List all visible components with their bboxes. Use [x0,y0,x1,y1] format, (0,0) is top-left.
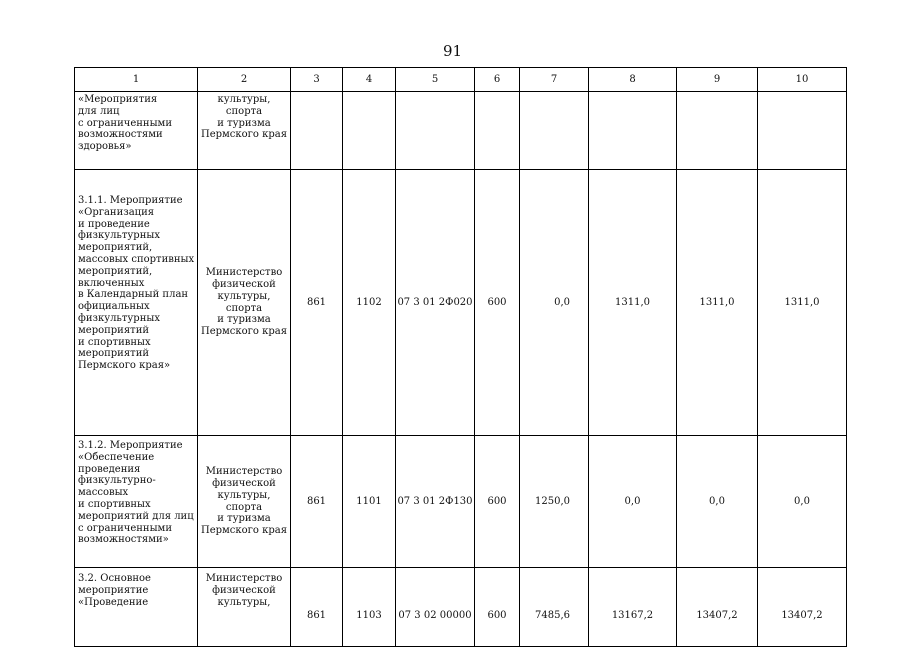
activity-name-cell [75,568,198,647]
executor-line: физической [212,278,276,290]
executor-line: культуры, [217,489,271,501]
executor-line: Министерство [205,267,283,279]
amount-cell-9 [677,92,758,170]
section-code-cell: 1101 [343,436,396,568]
name-line: 3.1.1. Мероприятие [78,195,183,206]
header-cell-4: 4 [343,68,396,92]
executor-line: спорта [225,302,263,314]
target-code-cell: 07 3 01 2Ф020 [396,170,475,436]
executor-cell [198,568,291,647]
section-code-cell: 1103 [343,568,396,647]
target-code-cell: 07 3 01 2Ф130 [396,436,475,568]
name-line: и спортивных [78,336,151,348]
table-row [75,436,847,568]
executor-line: Пермского края [200,129,288,141]
executor-line: культуры, [217,94,271,105]
header-cell-7: 7 [520,68,589,92]
executor-cell [198,170,291,436]
name-line: «Обеспечение [78,451,155,463]
expense-type-cell: 600 [475,170,520,436]
name-line: проведения [78,463,141,475]
name-line: «Мероприятия [78,94,158,105]
expense-type-cell [475,92,520,170]
name-line: 3.1.2. Мероприятие [78,440,183,451]
amount-cell-7: 7485,6 [520,568,589,647]
name-line: для лиц [78,105,120,117]
expense-type-cell: 600 [475,568,520,647]
table-row [75,170,847,436]
executor-cell [198,436,291,568]
budget-table [74,67,847,647]
name-line: здоровья» [78,141,132,153]
name-line: возможностями» [78,534,169,546]
amount-cell-8: 0,0 [589,436,677,568]
amount-cell-10 [758,92,847,170]
amount-cell-10: 13407,2 [758,568,847,647]
grbs-code-cell: 861 [291,170,343,436]
name-line: и проведение [78,218,150,230]
table-row [75,92,847,170]
amount-cell-9: 13407,2 [677,568,758,647]
name-line: возможностями [78,129,163,141]
name-line: мероприятий [78,324,150,336]
table-row [75,568,847,647]
executor-line: культуры, [217,290,271,302]
header-cell-3: 3 [291,68,343,92]
name-line: 3.2. Основное [78,573,151,584]
target-code-cell: 07 3 02 00000 [396,568,475,647]
name-line: «Проведение [78,596,149,608]
executor-line: спорта [225,105,263,117]
grbs-code-cell: 861 [291,436,343,568]
name-line: мероприятий, [78,265,153,277]
executor-line: Министерство [205,573,283,584]
executor-cell [198,92,291,170]
amount-cell-10: 1311,0 [758,170,847,436]
name-line: мероприятий для лиц [78,510,194,522]
executor-line: физической [212,584,276,596]
name-line: Пермского края» [78,360,171,372]
table-header-row [75,68,847,92]
name-line: физкультурных [78,230,160,242]
grbs-code-cell [291,92,343,170]
target-code-cell [396,92,475,170]
section-code-cell: 1102 [343,170,396,436]
executor-line: Пермского края [200,326,288,338]
header-cell-9: 9 [677,68,758,92]
expense-type-cell: 600 [475,436,520,568]
amount-cell-7: 0,0 [520,170,589,436]
name-line: в Календарный план [78,289,189,301]
name-line: мероприятий, [78,242,153,254]
name-line: физкультурных [78,312,160,324]
amount-cell-8 [589,92,677,170]
grbs-code-cell: 861 [291,568,343,647]
header-cell-6: 6 [475,68,520,92]
executor-line: и туризма [217,117,271,129]
name-line: официальных [78,301,150,313]
header-cell-8: 8 [589,68,677,92]
header-cell-5: 5 [396,68,475,92]
activity-name-cell [75,92,198,170]
name-line: «Организация [78,206,155,218]
header-cell-2: 2 [198,68,291,92]
name-line: включенных [78,277,145,289]
executor-line: и туризма [217,314,271,326]
executor-line: и туризма [217,513,271,525]
amount-cell-9: 1311,0 [677,170,758,436]
activity-name-cell [75,170,198,436]
amount-cell-8: 1311,0 [589,170,677,436]
amount-cell-8: 13167,2 [589,568,677,647]
header-cell-10: 10 [758,68,847,92]
name-line: физкультурно- [78,475,156,487]
executor-line: физической [212,477,276,489]
name-line: мероприятие [78,584,149,596]
amount-cell-7 [520,92,589,170]
amount-cell-7: 1250,0 [520,436,589,568]
name-line: с ограниченными [78,117,172,129]
amount-cell-10: 0,0 [758,436,847,568]
header-cell-1: 1 [75,68,198,92]
name-line: массовых спортивных [78,253,195,265]
name-line: мероприятий [78,348,150,360]
executor-line: спорта [225,501,263,513]
page-number: 91 [442,42,463,60]
amount-cell-9: 0,0 [677,436,758,568]
activity-name-cell [75,436,198,568]
executor-line: Министерство [205,466,283,478]
executor-line: культуры, [217,596,271,608]
name-line: и спортивных [78,498,151,510]
executor-line: Пермского края [200,525,288,537]
name-line: с ограниченными [78,522,172,534]
section-code-cell [343,92,396,170]
name-line: массовых [78,487,129,499]
